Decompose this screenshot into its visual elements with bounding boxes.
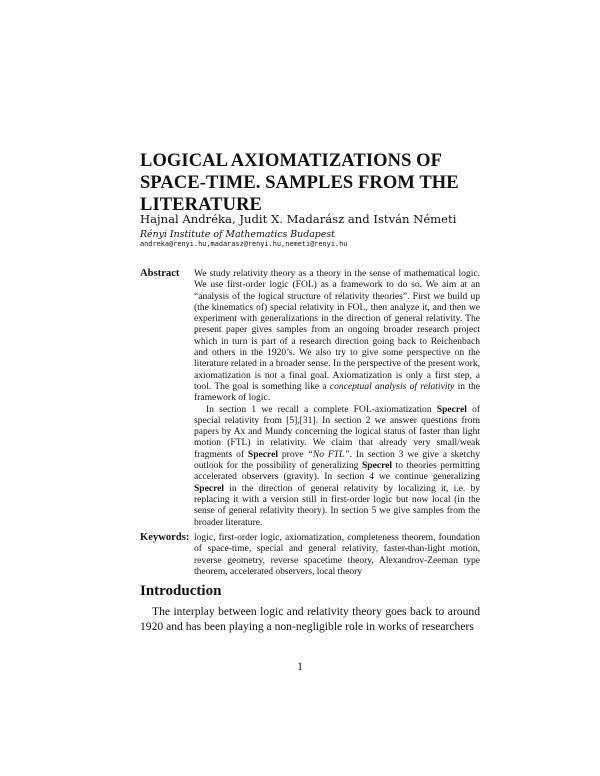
section-heading-introduction: Introduction: [140, 583, 222, 599]
specrel-term: Specrel: [436, 403, 467, 415]
affiliation: Rényi Institute of Mathematics Budapest: [140, 229, 335, 240]
paper-title: LOGICAL AXIOMATIZATIONS OF SPACE-TIME. SAMPLES FROM THE LITERATURE: [140, 151, 459, 215]
specrel-term: Specrel: [194, 482, 225, 494]
abstract-text: [194, 268, 480, 528]
abstract-label: Abstract: [140, 268, 180, 279]
keywords-label: Keywords:: [140, 532, 190, 543]
specrel-term: Specrel: [361, 460, 393, 472]
author-list: Hajnal Andréka, Judit X. Madarász and István Németi: [140, 212, 457, 226]
no-ftl-term: “No FTL”: [307, 448, 350, 460]
introduction-text: The interplay between logic and relativity theory goes back to around 1920 and has been playing a non-negligible role in works of researchers: [140, 605, 480, 634]
abstract-paragraph-1: We study relativity theory as a theory in the sense of mathematical logic. We use first-order logic (FOL) as a framework to do so. We aim at an “analysis of the logical structure of relativity theories”. First we build up (the kinematics of) special relativity in FOL, then analyze it, and then we experiment with generalizations in the direction of general relativity. The present paper gives samples from an ongoing broader research project which in turn is part of a research direction going back to Reichenbach and others in the 1920’s. We also try to give some perspective on the literature related in a broader sense. In the perspective of the present work, axiomatization is not a final goal. Axiomatization is only a first step, a tool. The goal is something like a conceptual analysis of relativity in the framework of logic.: [194, 268, 480, 404]
specrel-term: Specrel: [247, 448, 278, 460]
author-emails: andreka@renyi.hu,madarasz@renyi.hu,nemeti@renyi.hu: [140, 240, 348, 248]
abstract-paragraph-2: In section 1 we recall a complete FOL-axiomatization Specrel of special relativity from [5],[31]. In section 2 we answer questions from papers by Ax and Mundy concerning the logical status of faster than light motion (FTL) in relativity. We claim that already very small/weak fragments of Specrel prove “No FTL”. In section 3 we give a sketchy outlook for the possibility of generalizing Specrel to theories permitting accelerated observers (gravity). In section 4 we continue generalizing Specrel in the direction of general relativity by localizing it, i.e. by replacing it with a version still in first-order logic but now local (in the sense of general relativity theory). In section 5 we give samples from the broader literature.: [194, 403, 481, 528]
page-number: 1: [297, 661, 303, 673]
emphasis-conceptual-analysis: conceptual analysis of relativity: [329, 380, 455, 392]
keywords-text: logic, first-order logic, axiomatization, completeness theorem, foundation of space-time, special and general relativity, faster-than-light motion, reverse geometry, reverse spacetime theory, Alexandrov-Zeeman type theorem, accelerated observers, local theory: [194, 532, 480, 578]
